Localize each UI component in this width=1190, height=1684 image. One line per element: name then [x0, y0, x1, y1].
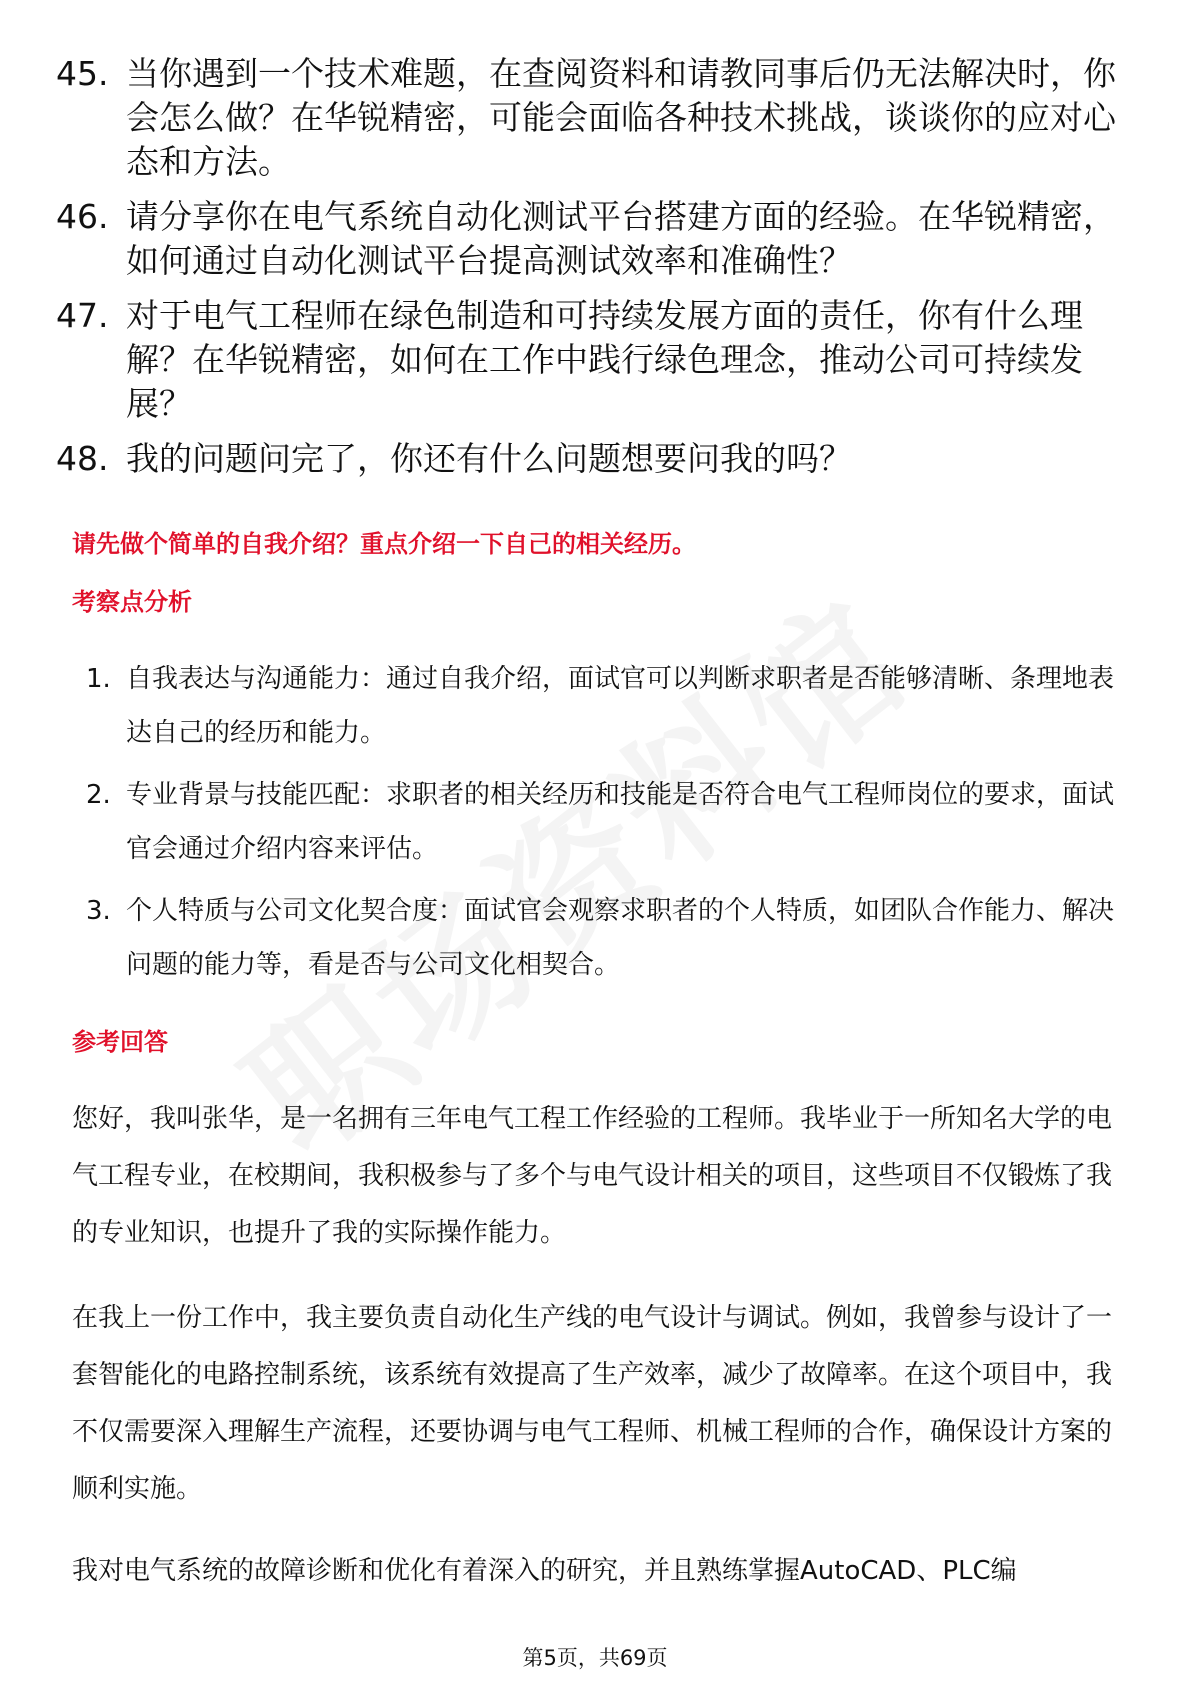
analysis-text: 专业背景与技能匹配：求职者的相关经历和技能是否符合电气工程师岗位的要求，面试官会通过介绍内容来评估。: [126, 780, 1115, 864]
analysis-number: 2.: [86, 780, 111, 810]
question-number: 45.: [56, 54, 109, 93]
analysis-item: [72, 884, 1122, 992]
question-item: [56, 294, 1136, 426]
page-footer: 第5页，共69页: [522, 1646, 668, 1670]
analysis-item: [72, 652, 1122, 760]
analysis-heading: 考察点分析: [72, 588, 192, 616]
answer-paragraph: 我对电气系统的故障诊断和优化有着深入的研究，并且熟练掌握AutoCAD、PLC编: [72, 1556, 1017, 1586]
analysis-list: [72, 652, 1122, 1000]
question-number: 46.: [56, 197, 109, 236]
analysis-text: 自我表达与沟通能力：通过自我介绍，面试官可以判断求职者是否能够清晰、条理地表达自己的经历和能力。: [126, 664, 1115, 748]
analysis-item: [72, 768, 1122, 876]
interview-question-heading: 请先做个简单的自我介绍？重点介绍一下自己的相关经历。: [72, 530, 696, 558]
analysis-text: 个人特质与公司文化契合度：面试官会观察求职者的个人特质，如团队合作能力、解决问题的能力等，看是否与公司文化相契合。: [126, 896, 1115, 980]
question-item: [56, 437, 1136, 481]
answer-heading: 参考回答: [72, 1028, 168, 1056]
question-text: 当你遇到一个技术难题，在查阅资料和请教同事后仍无法解决时，你会怎么做？在华锐精密，可能会面临各种技术挑战，谈谈你的应对心态和方法。: [126, 54, 1116, 181]
question-number: 48.: [56, 439, 109, 478]
question-text: 我的问题问完了，你还有什么问题想要问我的吗？: [126, 439, 852, 478]
question-number: 47.: [56, 296, 109, 335]
answer-paragraph: 您好，我叫张华，是一名拥有三年电气工程工作经验的工程师。我毕业于一所知名大学的电气工程专业，在校期间，我积极参与了多个与电气设计相关的项目，这些项目不仅锻炼了我的专业知识，也提升了我的实际操作能力。: [72, 1104, 1113, 1248]
analysis-number: 3.: [86, 896, 111, 926]
question-item: [56, 195, 1136, 283]
question-text: 对于电气工程师在绿色制造和可持续发展方面的责任，你有什么理解？在华锐精密，如何在工作中践行绿色理念，推动公司可持续发展？: [126, 296, 1083, 423]
question-list: [56, 52, 1136, 492]
analysis-number: 1.: [86, 664, 111, 694]
question-text: 请分享你在电气系统自动化测试平台搭建方面的经验。在华锐精密，如何通过自动化测试平台提高测试效率和准确性？: [126, 197, 1116, 280]
question-item: [56, 52, 1136, 184]
answer-paragraph: 在我上一份工作中，我主要负责自动化生产线的电气设计与调试。例如，我曾参与设计了一套智能化的电路控制系统，该系统有效提高了生产效率，减少了故障率。在这个项目中，我不仅需要深入理解生产流程，还要协调与电气工程师、机械工程师的合作，确保设计方案的顺利实施。: [72, 1303, 1113, 1504]
